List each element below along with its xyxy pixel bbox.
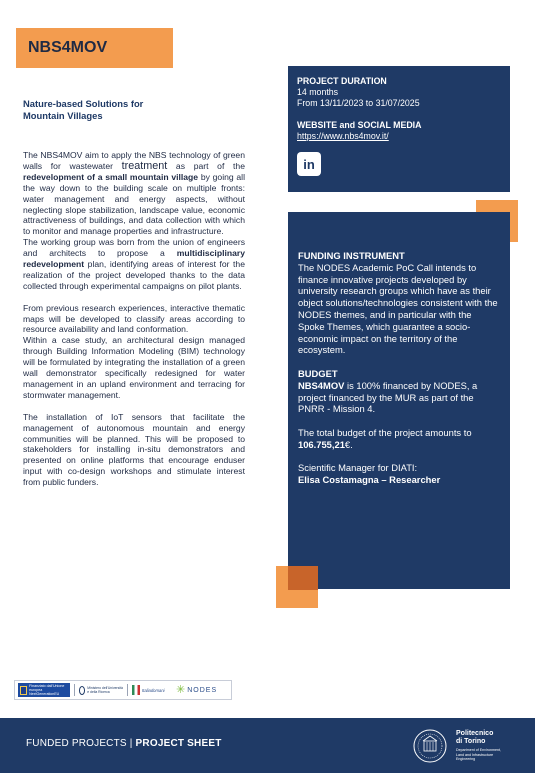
website-heading: WEBSITE and SOCIAL MEDIA (297, 120, 422, 130)
paragraph-bim: Within a case study, an architectural design managed through Building Information Modeling (BIM) technology will be formulated by integrating the installation of a green wall demonstrator specifically redesigned for water management in an upland environment and terracing for stormwater management. (23, 335, 245, 400)
funding-panel (288, 212, 510, 589)
nodes-star-icon: ✳ (176, 683, 186, 696)
duration-heading: PROJECT DURATION (297, 76, 387, 86)
polito-crest-icon (412, 728, 452, 764)
funding-heading: FUNDING INSTRUMENT (298, 250, 405, 261)
title-banner (16, 28, 173, 68)
paragraph-aim: The NBS4MOV aim to apply the NBS technology of green walls for wastewater treatment as part of the redevelopment of a small mountain village by going all the way down to the building scale on multiple fronts: water management and energy aspects, without neglecting slope stabilization, landscape value, economic attractiveness of buildings, and data collection with which to monitor and manage properties and infrastructure. (23, 150, 245, 237)
duration-months: 14 months (297, 87, 339, 97)
paragraph-iot: The installation of IoT sensors that facilitate the management of autonomous mountain and energy communities will be planned. This will be proposed to stakeholders for installing in-situ demonstrators and presented on online platforms that encourage enduser input with co-design workshops and stimulate interest from public funders. (23, 411, 245, 488)
page-title: NBS4MOV (28, 39, 108, 56)
duration-range: From 13/11/2023 to 31/07/2025 (297, 98, 420, 108)
eu-flag-icon (20, 686, 27, 695)
subtitle-line-2: Mountain Villages (23, 110, 103, 122)
total-budget-amount: 106.755,21€. (298, 438, 353, 450)
total-budget-text: The total budget of the project amounts to (298, 426, 472, 438)
mur-logo: Ministero dell'Università e della Ricerca (79, 686, 123, 695)
polito-logo (412, 727, 530, 765)
polito-wordmark: Politecnico di Torino Department of Environment, Land and Infrastructure Engineering (456, 730, 501, 762)
paragraph-working-group: The working group was born from the union of engineers and architects to propose a multidisciplinary redevelopment plan, identifying areas of interest for the realization of the project developed thanks to the data collected through experimental campaigns on pilot plants. (23, 237, 245, 291)
footer-label: FUNDED PROJECTS | PROJECT SHEET (26, 738, 222, 749)
manager-label: Scientific Manager for DIATI: (298, 462, 418, 474)
budget-text: NBS4MOV is 100% financed by NODES, a project financed by the MUR as part of the PNRR - Mission 4. (298, 379, 478, 415)
project-description (23, 150, 245, 499)
subtitle-line-1: Nature-based Solutions for (23, 98, 144, 109)
republic-seal-icon (79, 686, 85, 695)
funders-logo-strip (14, 680, 232, 700)
website-link[interactable]: https://www.nbs4mov.it/ (297, 131, 389, 141)
paragraph-maps: From previous research experiences, interactive thematic maps will be developed to classify areas according to resource availability and land conformation. (23, 302, 245, 335)
funding-text: The NODES Academic PoC Call intends to finance innovative projects developed by university research groups which have as their object solutions/technologies consistent with the NODES themes, and in particular with the Spoke Themes, which guarantee a socio-economic impact on the territory of the ecosystem. (298, 261, 498, 356)
decor-square-bottom (276, 566, 318, 608)
nodes-logo: ✳ NODES (176, 683, 218, 696)
italiadomani-logo: Italiadomani (132, 685, 172, 695)
eu-logo: Finanziato dall'Unione europea NextGenerationEU (18, 683, 70, 697)
footer-bar (0, 718, 535, 773)
project-subtitle (23, 98, 203, 123)
project-info-panel (288, 66, 510, 192)
linkedin-icon[interactable]: in (297, 152, 321, 176)
italy-flag-icon (132, 685, 140, 695)
budget-heading: BUDGET (298, 367, 338, 379)
manager-name: Elisa Costamagna – Researcher (298, 474, 441, 486)
